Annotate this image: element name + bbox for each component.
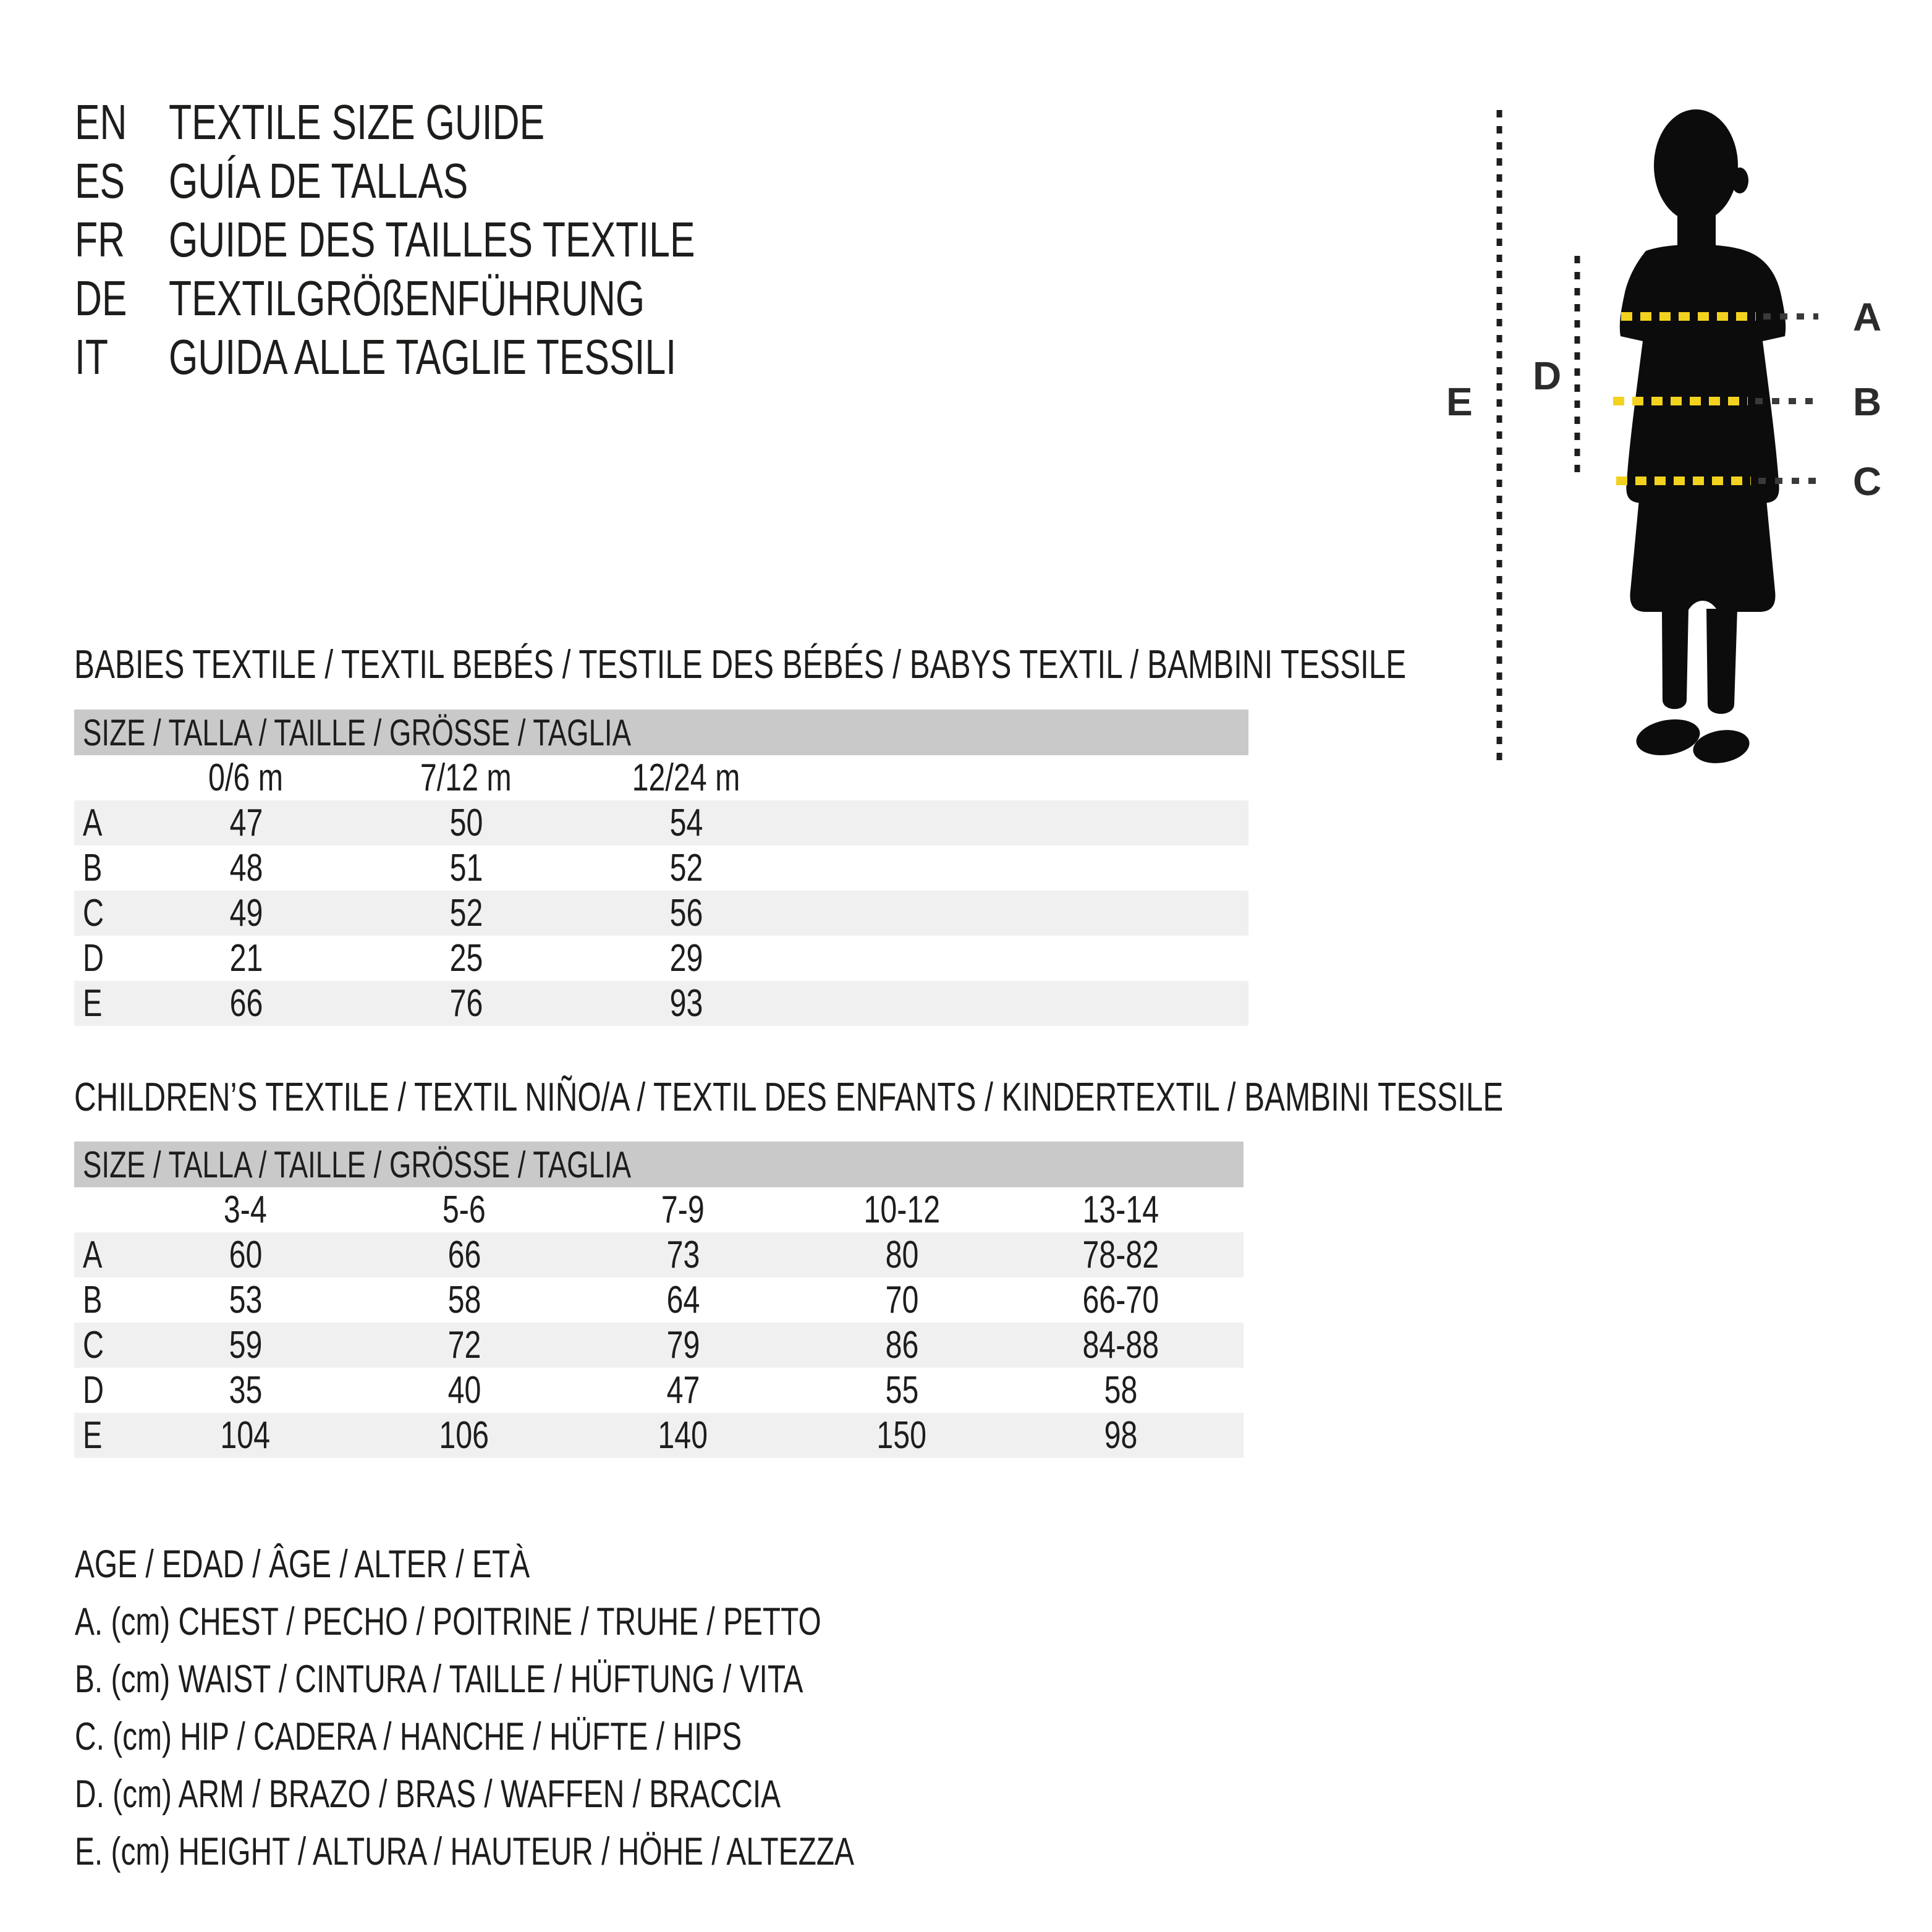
- babies-row-b: [74, 845, 1248, 891]
- children-col-0: 3-4: [224, 1188, 267, 1231]
- cell-value: 150: [876, 1414, 927, 1457]
- cell-value: 98: [1104, 1414, 1137, 1457]
- cell-value: 40: [447, 1369, 481, 1412]
- language-row-it: [75, 328, 861, 386]
- children-col-3: 10-12: [863, 1188, 940, 1231]
- cell-value: 60: [229, 1234, 262, 1276]
- language-title-es: GUÍA DE TALLAS: [169, 153, 468, 208]
- cell-value: 86: [885, 1324, 918, 1366]
- language-title-fr: GUIDE DES TAILLES TEXTILE: [169, 211, 695, 267]
- language-code-es: ES: [75, 153, 125, 208]
- children-row-a: [74, 1232, 1244, 1277]
- cell-value: 51: [449, 847, 483, 889]
- children-row-b: [74, 1277, 1244, 1323]
- cell-value: 35: [229, 1369, 262, 1412]
- children-row-e: [74, 1413, 1244, 1458]
- cell-value: 58: [1104, 1369, 1137, 1412]
- language-title-en: TEXTILE SIZE GUIDE: [169, 94, 545, 150]
- cell-value: 64: [666, 1279, 700, 1321]
- language-code-fr: FR: [75, 211, 125, 267]
- babies-row-d: [74, 936, 1248, 981]
- legend-line-d: D. (cm) ARM / BRAZO / BRAS / WAFFEN / BRACCIA: [75, 1773, 781, 1816]
- children-section-heading: [74, 1074, 1932, 1119]
- cell-value: 49: [229, 892, 263, 934]
- legend-line-b: B. (cm) WAIST / CINTURA / TAILLE / HÜFTUNG / VITA: [75, 1658, 803, 1701]
- row-label: D: [83, 937, 104, 980]
- children-row-c: [74, 1323, 1244, 1368]
- language-title-it: GUIDA ALLE TAGLIE TESSILI: [169, 329, 677, 384]
- row-label: B: [83, 1279, 103, 1321]
- language-list: [75, 93, 861, 386]
- cell-value: 25: [449, 937, 483, 980]
- cell-value: 47: [229, 802, 263, 844]
- language-code-de: DE: [75, 270, 127, 326]
- cell-value: 53: [229, 1279, 262, 1321]
- cell-value: 79: [666, 1324, 700, 1366]
- cell-value: 56: [669, 892, 703, 934]
- cell-value: 47: [666, 1369, 700, 1412]
- language-row-de: [75, 269, 861, 328]
- cell-value: 140: [658, 1414, 708, 1457]
- language-code-en: EN: [75, 94, 127, 150]
- legend-line-c: C. (cm) HIP / CADERA / HANCHE / HÜFTE / HIPS: [75, 1715, 742, 1758]
- cell-value: 29: [669, 937, 703, 980]
- babies-row-e: [74, 981, 1248, 1026]
- cell-value: 84-88: [1082, 1324, 1159, 1366]
- babies-size-header-text: SIZE / TALLA / TAILLE / GRÖSSE / TAGLIA: [83, 711, 632, 753]
- cell-value: 55: [885, 1369, 918, 1412]
- row-label: D: [83, 1369, 104, 1412]
- language-row-fr: [75, 210, 861, 269]
- legend-line-e: E. (cm) HEIGHT / ALTURA / HAUTEUR / HÖHE / ALTEZZA: [75, 1830, 855, 1873]
- row-label: C: [83, 1324, 104, 1366]
- cell-value: 73: [666, 1234, 700, 1276]
- babies-col-0: 0/6 m: [208, 756, 284, 799]
- babies-row-c: [74, 891, 1248, 936]
- babies-col-2: 12/24 m: [632, 756, 740, 799]
- children-col-1: 5-6: [443, 1188, 486, 1231]
- row-label: A: [83, 1234, 103, 1276]
- cell-value: 21: [229, 937, 263, 980]
- children-column-header-row: [74, 1187, 1244, 1232]
- babies-row-a: [74, 800, 1248, 845]
- babies-size-table: [74, 710, 1248, 1026]
- children-col-4: 13-14: [1082, 1188, 1159, 1231]
- row-label: C: [83, 892, 104, 934]
- cell-value: 78-82: [1082, 1234, 1159, 1276]
- language-code-it: IT: [75, 329, 109, 384]
- cell-value: 50: [449, 802, 483, 844]
- cell-value: 104: [220, 1414, 271, 1457]
- cell-value: 66-70: [1082, 1279, 1159, 1321]
- cell-value: 66: [229, 982, 263, 1025]
- row-label: A: [83, 802, 103, 844]
- cell-value: 70: [885, 1279, 918, 1321]
- children-section-heading-text: CHILDREN’S TEXTILE / TEXTIL NIÑO/A / TEXTIL DES ENFANTS / KINDERTEXTIL / BAMBINI TESSILE: [74, 1074, 1504, 1119]
- row-label: E: [83, 1414, 103, 1457]
- marker-label-a: A: [1853, 295, 1882, 339]
- language-title-de: TEXTILGRÖßENFÜHRUNG: [169, 270, 645, 326]
- legend-age-line: AGE / EDAD / ÂGE / ALTER / ETÀ: [75, 1543, 530, 1586]
- babies-size-header-bar: [74, 710, 1248, 755]
- cell-value: 76: [449, 982, 483, 1025]
- cell-value: 52: [669, 847, 703, 889]
- children-size-table: [74, 1142, 1244, 1458]
- children-size-header-bar: [74, 1142, 1244, 1187]
- cell-value: 58: [447, 1279, 481, 1321]
- marker-label-b: B: [1853, 379, 1882, 424]
- babies-section-heading-text: BABIES TEXTILE / TEXTIL BEBÉS / TESTILE DES BÉBÉS / BABYS TEXTIL / BAMBINI TESSILE: [74, 642, 1407, 687]
- cell-value: 80: [885, 1234, 918, 1276]
- marker-label-e: E: [1446, 379, 1473, 424]
- children-size-header-text: SIZE / TALLA / TAILLE / GRÖSSE / TAGLIA: [83, 1143, 632, 1185]
- row-label: B: [83, 847, 103, 889]
- cell-value: 106: [439, 1414, 489, 1457]
- children-col-2: 7-9: [661, 1188, 705, 1231]
- babies-section-heading: [74, 644, 1827, 685]
- row-label: E: [83, 982, 103, 1025]
- measurement-legend: [75, 1536, 1100, 1881]
- cell-value: 48: [229, 847, 263, 889]
- children-row-d: [74, 1368, 1244, 1413]
- measurement-figure: [1409, 80, 1932, 797]
- marker-label-d: D: [1533, 354, 1562, 398]
- marker-label-c: C: [1853, 459, 1882, 504]
- child-silhouette-diagram: [1409, 80, 1932, 797]
- cell-value: 52: [449, 892, 483, 934]
- cell-value: 93: [669, 982, 703, 1025]
- language-row-en: [75, 93, 861, 151]
- babies-column-header-row: [74, 755, 1248, 800]
- language-row-es: [75, 151, 861, 210]
- legend-line-a: A. (cm) CHEST / PECHO / POITRINE / TRUHE / PETTO: [75, 1600, 821, 1643]
- cell-value: 54: [669, 802, 703, 844]
- babies-col-1: 7/12 m: [420, 756, 512, 799]
- cell-value: 72: [447, 1324, 481, 1366]
- cell-value: 66: [447, 1234, 481, 1276]
- cell-value: 59: [229, 1324, 262, 1366]
